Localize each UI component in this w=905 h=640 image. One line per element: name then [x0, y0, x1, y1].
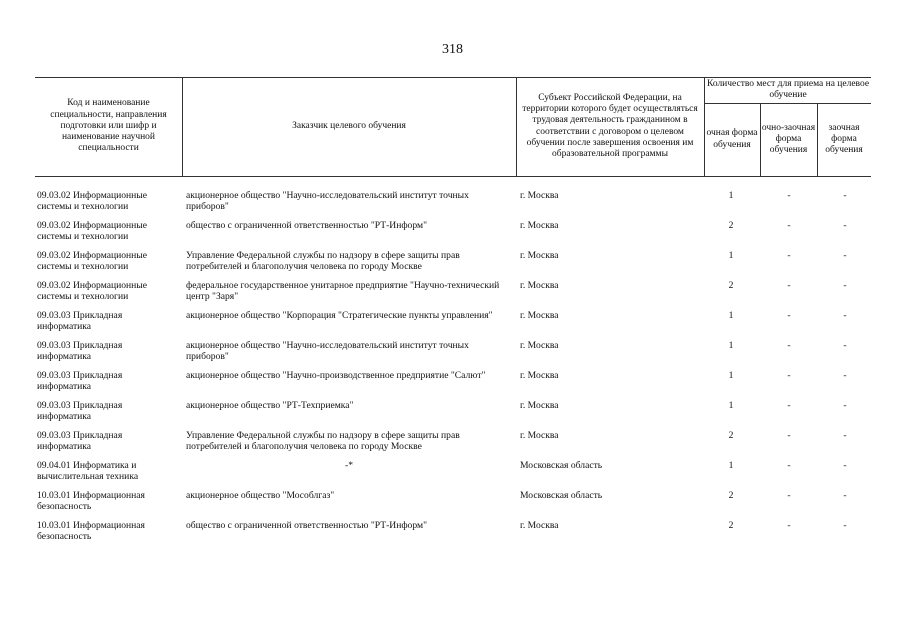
cell-code: 10.03.01 Информационная безопасность — [37, 490, 145, 513]
cell-customer: общество с ограниченной ответственностью "РТ-Информ" — [186, 520, 427, 531]
cell-customer: акционерное общество "Научно-производственное предприятие "Салют" — [186, 370, 486, 381]
header-form-extramural: заочная форма обучения — [825, 122, 863, 156]
table-row — [37, 280, 871, 310]
table-row — [37, 250, 871, 280]
cell-region: г. Москва — [520, 220, 559, 231]
cell-code: 09.03.02 Информационные системы и технологии — [37, 280, 148, 303]
cell-form-extramural: - — [843, 430, 847, 441]
cell-customer: акционерное общество "Научно-исследовательский институт точных приборов" — [186, 340, 469, 363]
header-places: Количество мест для приема на целевое обучение — [706, 78, 870, 100]
header-form-full: очная форма обучения — [706, 128, 758, 150]
table-row — [37, 310, 871, 340]
cell-form-full: 1 — [728, 250, 734, 261]
table-row — [37, 370, 871, 400]
cell-form-extramural: - — [843, 220, 847, 231]
cell-code: 09.03.03 Прикладная информатика — [37, 310, 123, 333]
cell-code: 09.03.03 Прикладная информатика — [37, 370, 123, 393]
cell-form-mixed: - — [787, 430, 791, 441]
cell-code: 10.03.01 Информационная безопасность — [37, 520, 145, 543]
cell-form-mixed: - — [787, 220, 791, 231]
cell-form-mixed: - — [787, 490, 791, 501]
cell-region: г. Москва — [520, 520, 559, 531]
header-form-mixed: очно-заочная форма обучения — [761, 122, 816, 156]
cell-region: Московская область — [520, 490, 603, 501]
table-row — [37, 520, 871, 550]
cell-region: г. Москва — [520, 310, 559, 321]
header-customer: Заказчик целевого обучения — [292, 120, 406, 131]
cell-customer: федеральное государственное унитарное предприятие "Научно-технический центр "Заря" — [186, 280, 500, 303]
cell-form-mixed: - — [787, 250, 791, 261]
cell-form-full: 2 — [728, 220, 734, 231]
cell-form-full: 1 — [728, 310, 734, 321]
cell-region: г. Москва — [520, 190, 559, 201]
table-row — [37, 490, 871, 520]
table-row — [37, 340, 871, 370]
header-code: Код и наименование специальности, направления подготовки или шифр и наименование научной специальности — [50, 98, 167, 154]
cell-customer: Управление Федеральной службы по надзору в сфере защиты прав потребителей и благополучия человека по городу Москве — [186, 250, 460, 273]
cell-form-extramural: - — [843, 460, 847, 471]
header-region: Субъект Российской Федерации, на территории которого будет осуществляться трудовая деятельность гражданином в соответствии с договором о целевом обучении после завершения освоения им образовательной программы — [522, 92, 698, 159]
cell-form-mixed: - — [787, 340, 791, 351]
cell-form-full: 1 — [728, 460, 734, 471]
cell-customer: акционерное общество "Корпорация "Стратегические пункты управления" — [186, 310, 493, 321]
page-number: 318 — [442, 42, 463, 57]
cell-form-full: 2 — [728, 520, 734, 531]
cell-form-mixed: - — [787, 460, 791, 471]
header-bottom-rule — [35, 176, 871, 177]
cell-form-full: 1 — [728, 400, 734, 411]
cell-form-extramural: - — [843, 250, 847, 261]
cell-region: г. Москва — [520, 370, 559, 381]
table-row — [37, 430, 871, 460]
cell-form-extramural: - — [843, 190, 847, 201]
cell-form-extramural: - — [843, 370, 847, 381]
cell-form-mixed: - — [787, 280, 791, 291]
cell-form-mixed: - — [787, 520, 791, 531]
cell-form-extramural: - — [843, 490, 847, 501]
header-divider — [516, 77, 517, 176]
cell-customer: акционерное общество "Научно-исследовательский институт точных приборов" — [186, 190, 469, 213]
cell-region: г. Москва — [520, 280, 559, 291]
cell-form-mixed: - — [787, 190, 791, 201]
cell-customer: -* — [345, 460, 353, 471]
cell-form-full: 2 — [728, 430, 734, 441]
cell-region: г. Москва — [520, 400, 559, 411]
cell-form-extramural: - — [843, 340, 847, 351]
table-row — [37, 220, 871, 250]
cell-code: 09.03.03 Прикладная информатика — [37, 430, 123, 453]
cell-customer: акционерное общество "Мособлгаз" — [186, 490, 335, 501]
cell-form-extramural: - — [843, 280, 847, 291]
cell-customer: акционерное общество "РТ-Техприемка" — [186, 400, 354, 411]
cell-region: г. Москва — [520, 250, 559, 261]
cell-region: г. Москва — [520, 430, 559, 441]
cell-code: 09.03.02 Информационные системы и технологии — [37, 190, 148, 213]
cell-region: г. Москва — [520, 340, 559, 351]
cell-code: 09.03.03 Прикладная информатика — [37, 340, 123, 363]
cell-code: 09.03.02 Информационные системы и технологии — [37, 220, 148, 243]
cell-code: 09.04.01 Информатика и вычислительная техника — [37, 460, 139, 483]
cell-customer: Управление Федеральной службы по надзору в сфере защиты прав потребителей и благополучия человека по городу Москве — [186, 430, 460, 453]
cell-form-full: 1 — [728, 340, 734, 351]
cell-form-full: 2 — [728, 490, 734, 501]
cell-form-extramural: - — [843, 310, 847, 321]
cell-form-mixed: - — [787, 370, 791, 381]
cell-code: 09.03.02 Информационные системы и технологии — [37, 250, 148, 273]
cell-form-extramural: - — [843, 520, 847, 531]
cell-region: Московская область — [520, 460, 603, 471]
cell-form-full: 1 — [728, 190, 734, 201]
cell-form-mixed: - — [787, 400, 791, 411]
table-body — [37, 190, 871, 550]
table-row — [37, 400, 871, 430]
cell-form-mixed: - — [787, 310, 791, 321]
cell-form-full: 1 — [728, 370, 734, 381]
table-row — [37, 460, 871, 490]
table-row — [37, 190, 871, 220]
cell-form-full: 2 — [728, 280, 734, 291]
cell-code: 09.03.03 Прикладная информатика — [37, 400, 123, 423]
cell-customer: общество с ограниченной ответственностью "РТ-Информ" — [186, 220, 427, 231]
cell-form-extramural: - — [843, 400, 847, 411]
